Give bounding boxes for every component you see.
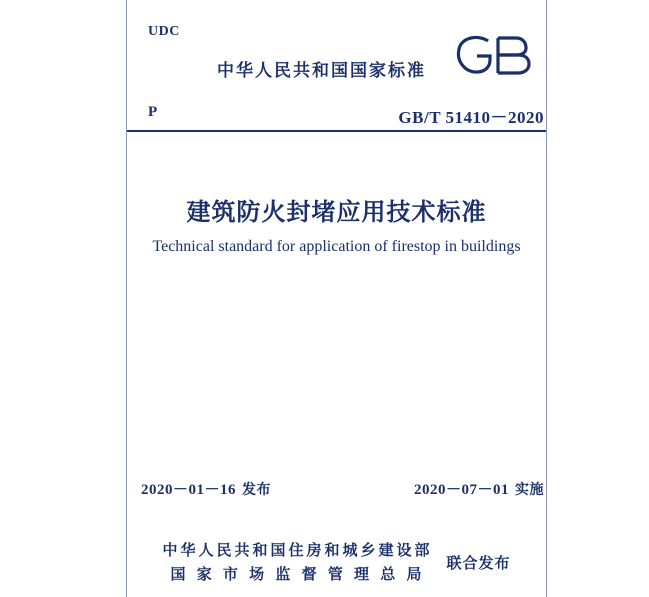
issuer-names (162, 538, 432, 586)
joint-issue-label: 联合发布 (446, 553, 511, 572)
cover-content (127, 0, 546, 597)
issue-date-group (127, 478, 271, 499)
header-divider (127, 130, 546, 132)
issuer-line-2: 国 家 市 场 监 督 管 理 总 局 (170, 565, 425, 583)
national-standard-heading: 中华人民共和国国家标准 (217, 61, 426, 81)
classification-mark: P (148, 104, 158, 120)
effective-date-group (414, 478, 546, 499)
issuer-row (123, 538, 550, 586)
standard-number: GB/T 51410－2020 (398, 108, 544, 127)
effective-date: 2020－07－01 (413, 482, 509, 498)
dates-row (127, 478, 546, 499)
issue-date: 2020－01－16 (141, 482, 237, 498)
right-vertical-rule (546, 0, 547, 597)
title-english: Technical standard for application of firestop in buildings (152, 238, 521, 255)
effective-label: 实施 (515, 482, 544, 498)
issue-label: 发布 (242, 482, 272, 498)
issuers-block (123, 538, 550, 586)
title-chinese: 建筑防火封堵应用技术标准 (186, 198, 487, 226)
issuer-line-1: 中华人民共和国住房和城乡建设部 (162, 541, 433, 559)
gb-logo-icon (452, 32, 534, 78)
udc-label: UDC (148, 24, 180, 39)
